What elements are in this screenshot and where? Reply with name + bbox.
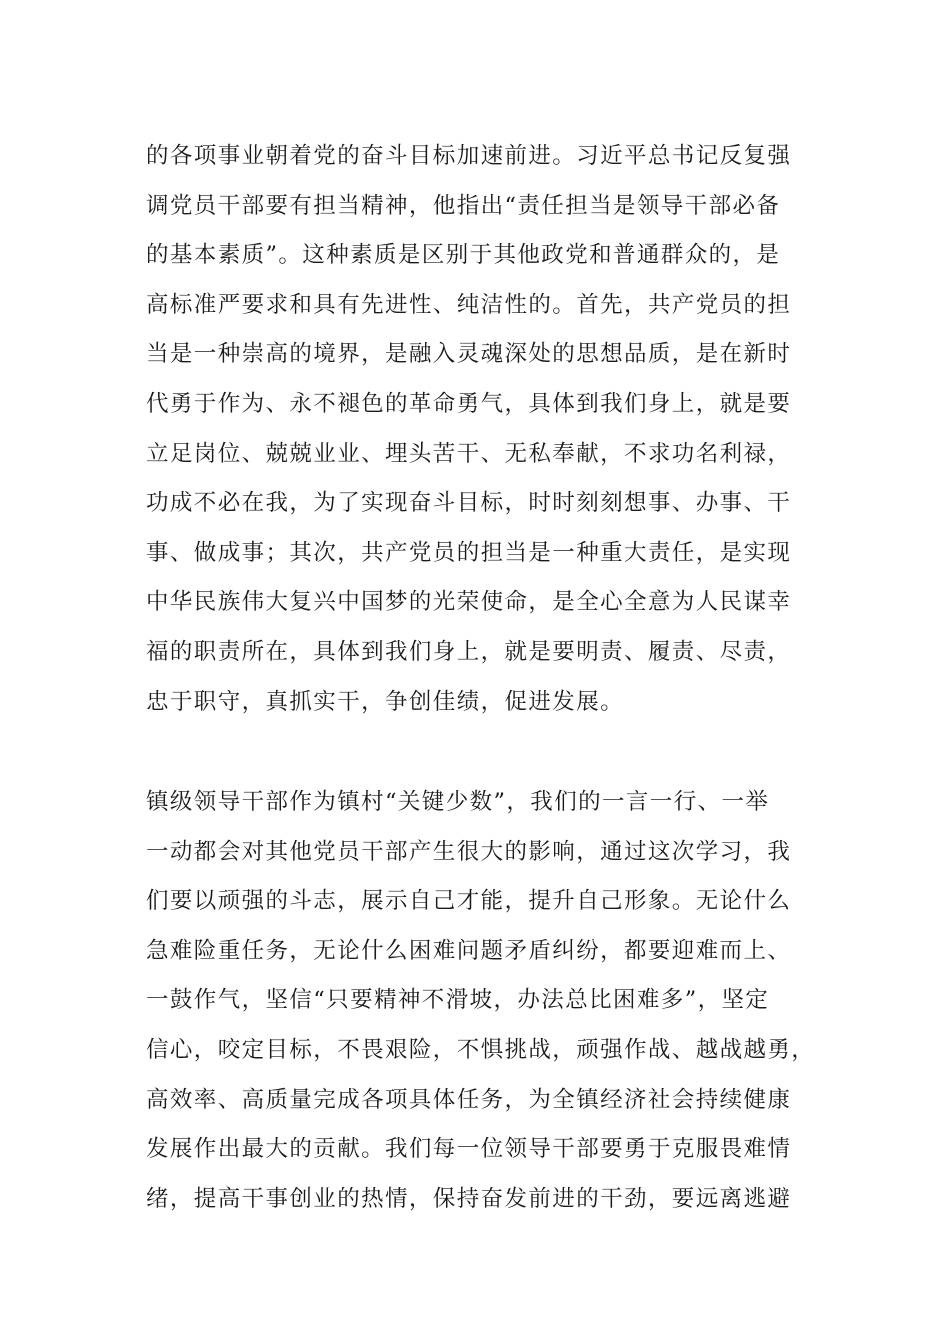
text-line: 一鼓作气，坚信“只要精神不滑坡，办法总比困难多”，坚定 bbox=[146, 987, 770, 1014]
text-line: 镇级领导干部作为镇村“关键少数”，我们的一言一行、一举 bbox=[146, 789, 770, 815]
text-line: 高标准严要求和具有先进性、纯洁性的。首先，共产党员的担 bbox=[146, 291, 792, 318]
text-line: 功成不必在我，为了实现奋斗目标，时时刻刻想事、办事、干 bbox=[146, 490, 792, 517]
text-line: 信心，咬定目标，不畏艰险，不惧挑战，顽强作战、越战越勇， bbox=[146, 1036, 816, 1063]
text-line: 当是一种崇高的境界，是融入灵魂深处的思想品质，是在新时 bbox=[146, 341, 792, 368]
text-line: 福的职责所在，具体到我们身上，就是要明责、履责、尽责， bbox=[146, 638, 792, 665]
text-line: 调党员干部要有担当精神，他指出“责任担当是领导干部必备 bbox=[146, 192, 781, 219]
text-line: 事、做成事；其次，共产党员的担当是一种重大责任，是实现 bbox=[146, 539, 792, 566]
text-line: 中华民族伟大复兴中国梦的光荣使命，是全心全意为人民谋幸 bbox=[146, 589, 792, 616]
text-line: 代勇于作为、永不褪色的革命勇气，具体到我们身上，就是要 bbox=[146, 390, 792, 417]
text-line: 急难险重任务，无论什么困难问题矛盾纠纷，都要迎难而上、 bbox=[146, 937, 792, 964]
text-line: 绪，提高干事创业的热情，保持奋发前进的干劲，要远离逃避 bbox=[146, 1185, 792, 1212]
paragraph-1 bbox=[146, 132, 846, 727]
text-line: 一动都会对其他党员干部产生很大的影响，通过这次学习，我 bbox=[146, 838, 792, 865]
text-line: 们要以顽强的斗志，展示自己才能，提升自己形象。无论什么 bbox=[146, 888, 792, 915]
text-line: 立足岗位、兢兢业业、埋头苦干、无私奉献，不求功名利禄， bbox=[146, 440, 792, 467]
text-line: 发展作出最大的贡献。我们每一位领导干部要勇于克服畏难情 bbox=[146, 1136, 792, 1163]
text-line: 高效率、高质量完成各项具体任务，为全镇经济社会持续健康 bbox=[146, 1086, 792, 1113]
text-line: 的各项事业朝着党的奋斗目标加速前进。习近平总书记反复强 bbox=[146, 143, 792, 169]
text-line: 忠于职守，真抓实干，争创佳绩，促进发展。 bbox=[146, 688, 625, 715]
text-line: 的基本素质”。这种素质是区别于其他政党和普通群众的，是 bbox=[146, 242, 781, 269]
paragraph-2 bbox=[146, 778, 846, 1224]
